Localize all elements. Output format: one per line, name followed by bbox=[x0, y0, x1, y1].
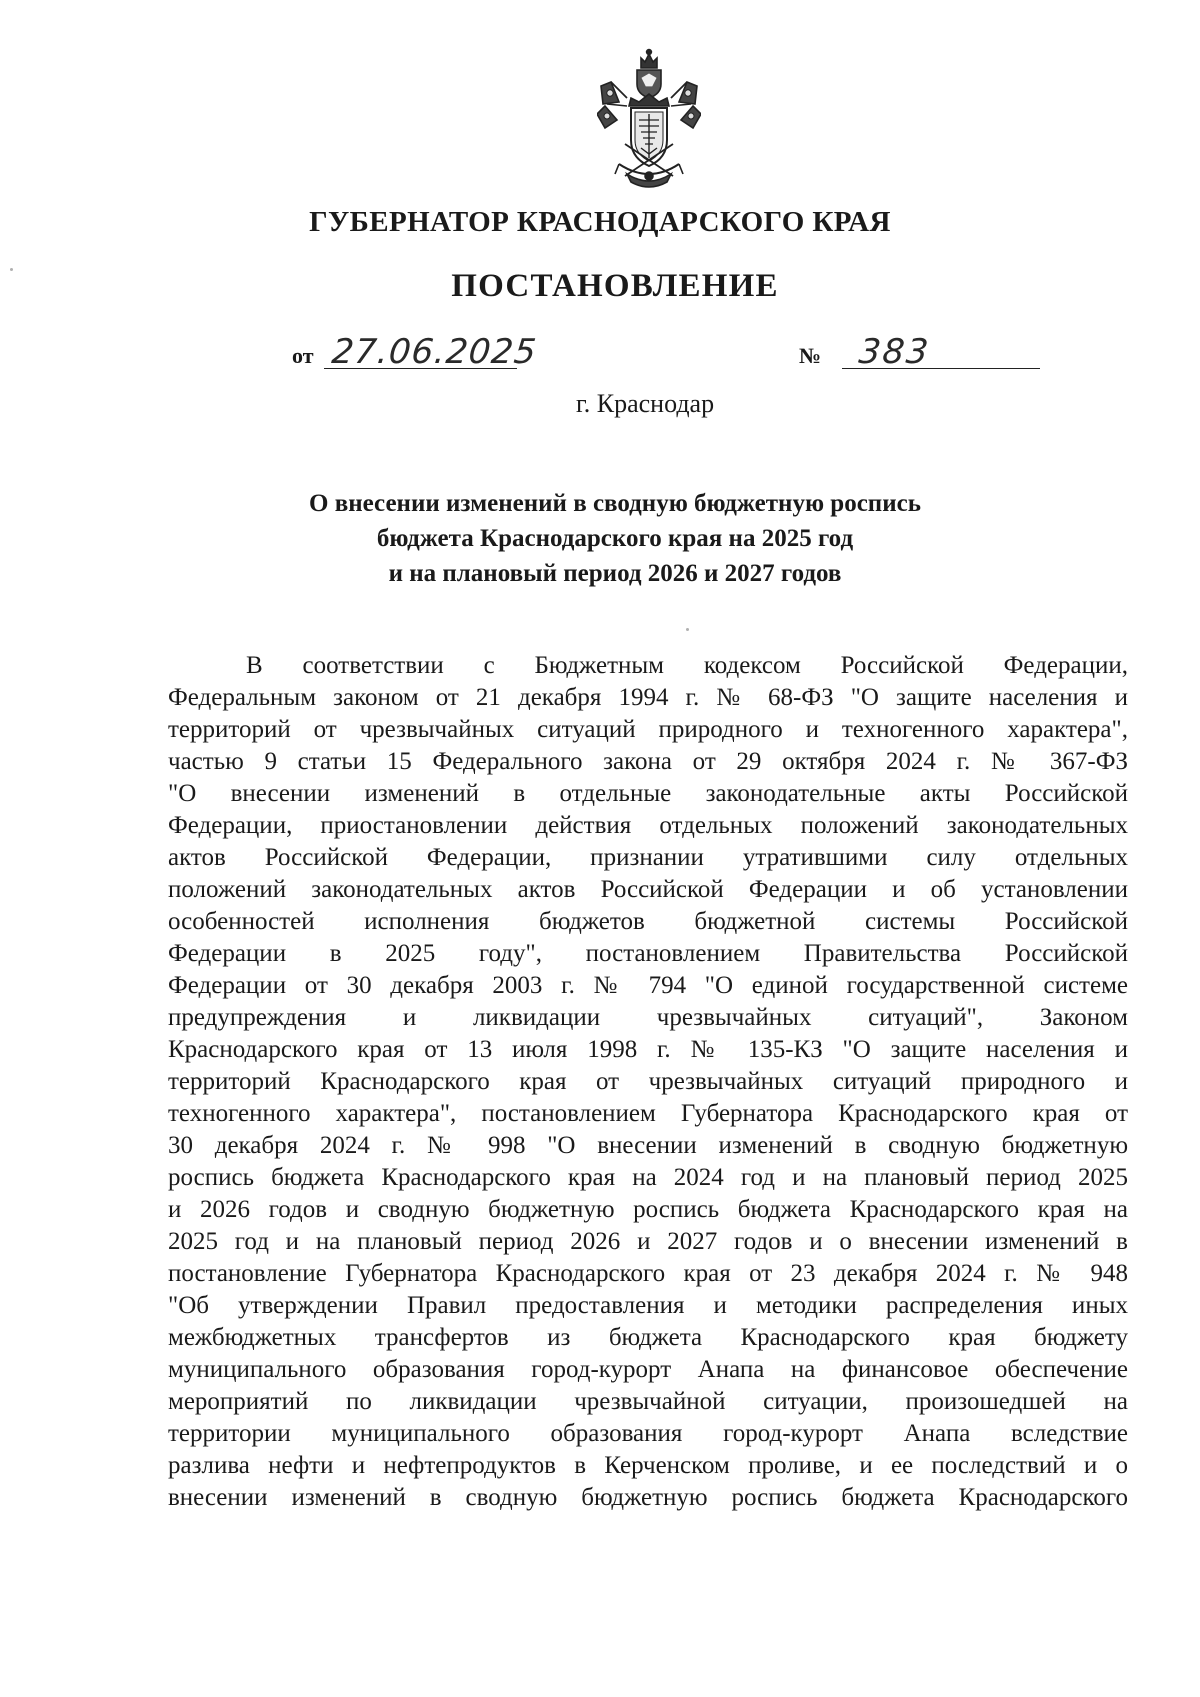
paragraph-line: Федеральным законом от 21 декабря 1994 г. № 68-ФЗ "О защите населения и bbox=[168, 684, 1128, 711]
document-title bbox=[0, 486, 1200, 591]
paragraph-line: постановление Губернатора Краснодарского края от 23 декабря 2024 г. № 948 bbox=[168, 1260, 1128, 1287]
paragraph-line: особенностей исполнения бюджетов бюджетной системы Российской bbox=[168, 908, 1128, 935]
paragraph-line: и 2026 годов и сводную бюджетную роспись бюджета Краснодарского края на bbox=[168, 1196, 1128, 1223]
paragraph-line: роспись бюджета Краснодарского края на 2024 год и на плановый период 2025 bbox=[168, 1164, 1128, 1191]
paragraph-line: разлива нефти и нефтепродуктов в Керченском проливе, и ее последствий и о bbox=[168, 1452, 1128, 1479]
paragraph-line: техногенного характера", постановлением Губернатора Краснодарского края от bbox=[168, 1100, 1128, 1127]
document-type: ПОСТАНОВЛЕНИЕ bbox=[451, 268, 779, 304]
paragraph-line: актов Российской Федерации, признании утратившими силу отдельных bbox=[168, 844, 1128, 871]
preamble-paragraph bbox=[168, 650, 1128, 1514]
paragraph-line: территорий от чрезвычайных ситуаций природного и техногенного характера", bbox=[168, 716, 1128, 743]
paragraph-line: межбюджетных трансфертов из бюджета Краснодарского края бюджету bbox=[168, 1324, 1128, 1351]
paragraph-line: Федерации в 2025 году", постановлением Правительства Российской bbox=[168, 940, 1128, 967]
paragraph-line: территорий Краснодарского края от чрезвычайных ситуаций природного и bbox=[168, 1068, 1128, 1095]
paragraph-line: Федерации от 30 декабря 2003 г. № 794 "О единой государственной системе bbox=[168, 972, 1128, 999]
paragraph-line: 2025 год и на плановый период 2026 и 2027 годов и о внесении изменений в bbox=[168, 1228, 1128, 1255]
document-details-row bbox=[292, 332, 1044, 382]
handwritten-number: 383 bbox=[856, 332, 933, 372]
title-line: бюджета Краснодарского края на 2025 год bbox=[376, 525, 854, 552]
title-line: О внесении изменений в сводную бюджетную роспись bbox=[309, 490, 921, 517]
issuing-authority: ГУБЕРНАТОР КРАСНОДАРСКОГО КРАЯ bbox=[309, 206, 891, 238]
paragraph-line: территории муниципального образования город-курорт Анапа вследствие bbox=[168, 1420, 1128, 1447]
coat-of-arms-emblem bbox=[597, 48, 701, 192]
paragraph-line: "О внесении изменений в отдельные законодательные акты Российской bbox=[168, 780, 1128, 807]
number-label: № bbox=[799, 343, 822, 368]
title-line: и на плановый период 2026 и 2027 годов bbox=[388, 560, 842, 587]
paragraph-line: муниципального образования город-курорт Анапа на финансовое обеспечение bbox=[168, 1356, 1128, 1383]
paragraph-line: Краснодарского края от 13 июля 1998 г. № 135-КЗ "О защите населения и bbox=[168, 1036, 1128, 1063]
date-prefix: от bbox=[292, 343, 314, 368]
paragraph-line: частью 9 статьи 15 Федерального закона от 29 октября 2024 г. № 367-ФЗ bbox=[168, 748, 1128, 775]
paragraph-line: предупреждения и ликвидации чрезвычайных ситуаций", Законом bbox=[168, 1004, 1128, 1031]
paragraph-line: мероприятий по ликвидации чрезвычайной ситуации, произошедшей на bbox=[168, 1388, 1128, 1415]
city-of-issue: г. Краснодар bbox=[576, 389, 715, 418]
paragraph-line: 30 декабря 2024 г. № 998 "О внесении изменений в сводную бюджетную bbox=[168, 1132, 1128, 1159]
handwritten-date: 27.06.2025 bbox=[329, 332, 539, 372]
paragraph-line: Федерации, приостановлении действия отдельных положений законодательных bbox=[168, 812, 1128, 839]
paragraph-line: "Об утверждении Правил предоставления и методики распределения иных bbox=[168, 1292, 1128, 1319]
paragraph-line: положений законодательных актов Российской Федерации и об установлении bbox=[168, 876, 1128, 903]
paragraph-line: внесении изменений в сводную бюджетную роспись бюджета Краснодарского bbox=[168, 1484, 1128, 1511]
paragraph-line: В соответствии с Бюджетным кодексом Российской Федерации, bbox=[246, 652, 1128, 679]
scan-speck bbox=[686, 628, 689, 631]
